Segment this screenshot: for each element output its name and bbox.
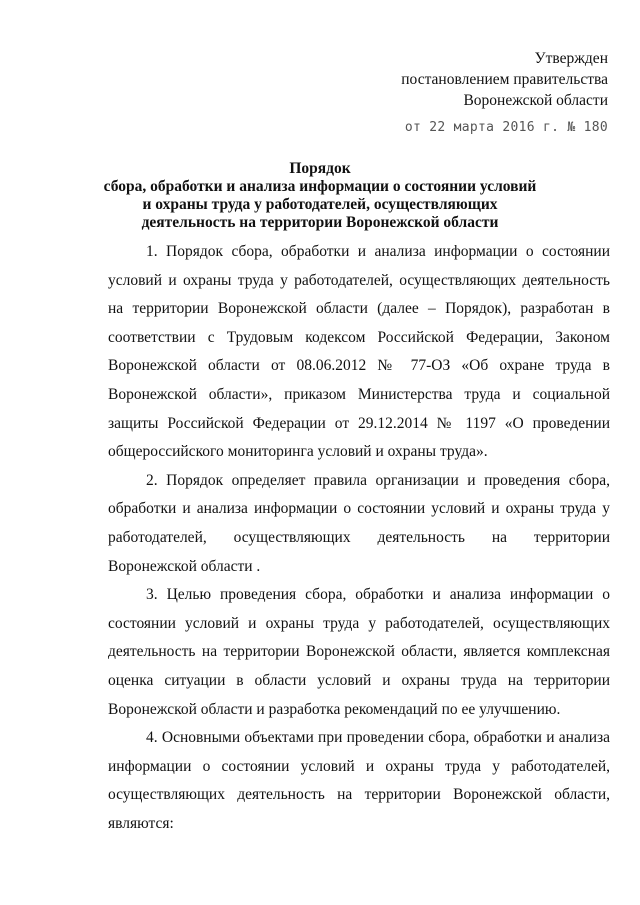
paragraph-2: 2. Порядок определяет правила организации и проведения сбора, обработки и анализа информации о состоянии условий и охраны труда у работодателей, осуществляющих деятельность на территории Воронежской области . [108, 471, 610, 575]
document-title-block [100, 160, 540, 232]
document-title: Порядок [289, 160, 351, 177]
paragraph-4: 4. Основными объектами при проведении сбора, обработки и анализа информации о состоянии условий и охраны труда у работодателей, осуществляющих деятельность на территории Воронежской области, являются: [108, 729, 610, 832]
document-body [108, 238, 610, 838]
approval-line-1: Утвержден [534, 50, 608, 67]
document-subtitle: сбора, обработки и анализа информации о состоянии условий и охраны труда у работодателей, осуществляющих деятельность на территории Воронежской области [103, 178, 537, 231]
approval-block [401, 48, 608, 138]
paragraph-3: 3. Целью проведения сбора, обработки и анализа информации о состоянии условий и охраны труда у работодателей, осуществляющих деятельность на территории Воронежской области, является комплексная оценка ситуации в области условий и охраны труда на территории Воронежской области и разработка рекомендаций по ее улучшению. [108, 586, 610, 718]
approval-line-3: Воронежской области [463, 92, 608, 109]
paragraph-1: 1. Порядок сбора, обработки и анализа информации о состоянии условий и охраны труда у работодателей, осуществляющих деятельность на территории Воронежской области (далее – Порядок), разработан в соответствии с Трудовым кодексом Российской Федерации, Законом Воронежской области от 08.06.2012 № 77-ОЗ «Об охране труда в Воронежской области», приказом Министерства труда и социальной защиты Российской Федерации от 29.12.2014 № 1197 «О проведении общероссийского мониторинга условий и охраны труда». [108, 243, 610, 461]
approval-line-2: постановлением правительства [401, 71, 608, 88]
approval-date-number: от 22 марта 2016 г. № 180 [404, 120, 608, 135]
